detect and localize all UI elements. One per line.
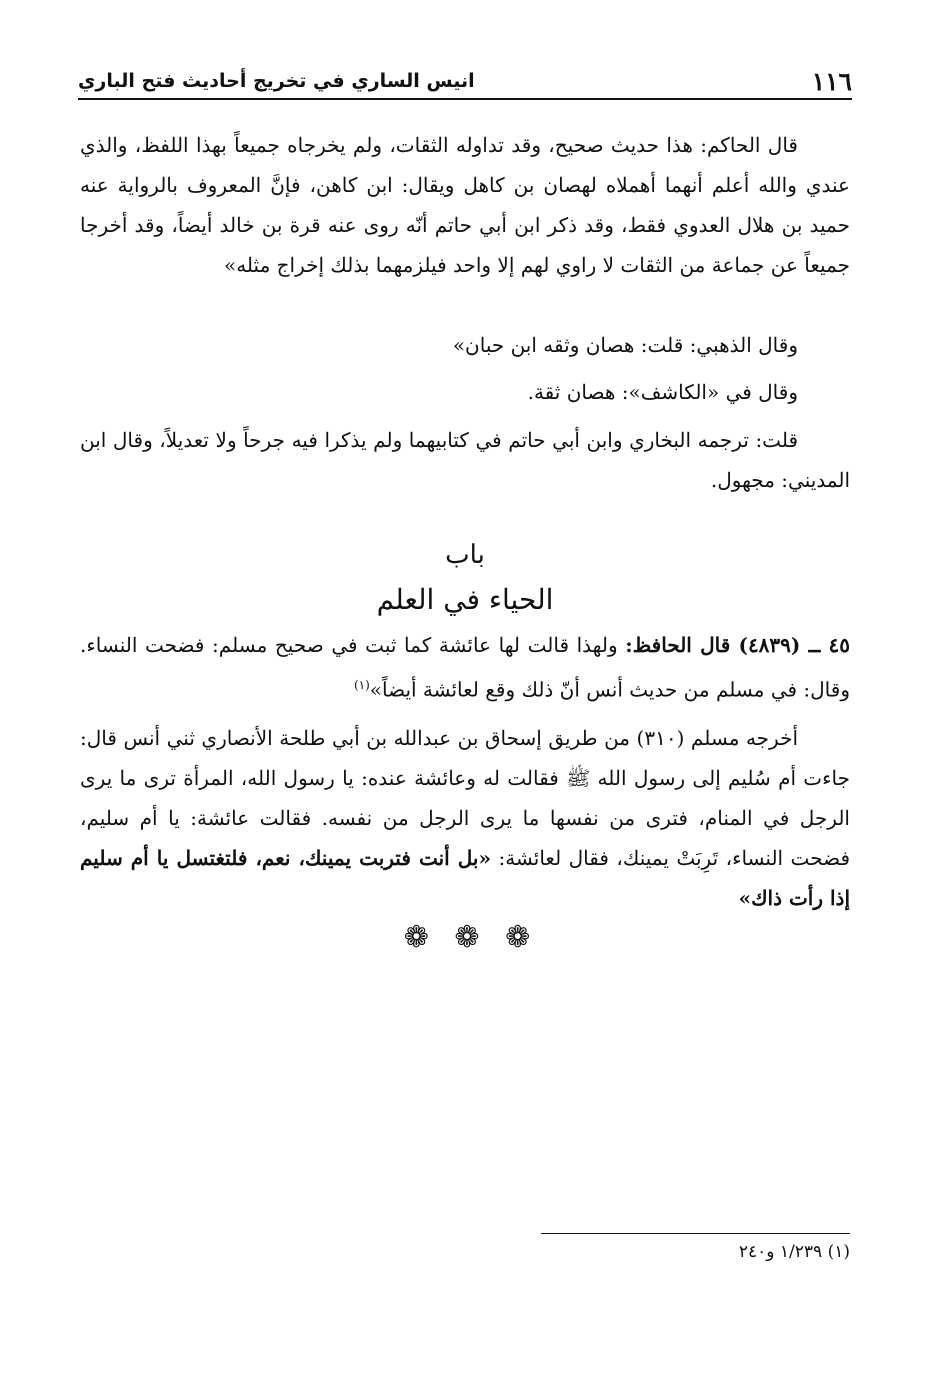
paragraph-kashif: وقال في «الكاشف»: هصان ثقة. [527,380,798,404]
page-number: ١١٦ [811,66,852,96]
paragraph-qultu: قلت: ترجمه البخاري وابن أبي حاتم في كتابيهما ولم يذكرا فيه جرحاً ولا تعديلاً، وقال ابن المديني: مجهول. [80,428,850,492]
section-label: باب [445,540,485,570]
section-end-ornament: ❁ ❁ ❁ [403,920,539,955]
section-title: الحياء في العلم [376,583,554,616]
hadith-block [80,625,850,710]
hadith-number: ٤٥ ــ (٤٨٣٩) قال الحافظ: [625,633,851,657]
paragraph-takhrij [80,718,850,918]
takhrij-block [80,718,850,918]
hakim-paragraph-block [80,125,850,285]
takhrij-bold-quote: «بل أنت فتربت يمينك، نعم، فلتغتسل يا أم سليم إذا رأت ذاك» [80,846,850,910]
footnote-divider [541,1233,850,1234]
kashif-block [80,372,850,412]
paragraph-dhahabi: وقال الذهبي: قلت: هصان وثقه ابن حبان» [452,333,798,357]
dhahabi-block [80,325,850,365]
running-title: انيس الساري في تخريج أحاديث فتح الباري [78,70,475,92]
page-header [78,66,852,100]
takhrij-text: أخرجه مسلم (٣١٠) من طريق إسحاق بن عبدالله بن أبي طلحة الأنصاري ثني أنس قال: جاءت أم سُليم إلى رسول الله ﷺ فقالت له وعائشة عنده: يا رسول الله، المرأة ترى ما يرى الرجل في المنام، فترى من نفسها ما يرى الرجل من نفسه. فقالت عائشة: يا أم سليم، فضحت النساء، تَرِبَتْ يمينك، فقال لعائشة: [80,726,851,870]
qultu-block [80,420,850,500]
paragraph-hakim: قال الحاكم: هذا حديث صحيح، وقد تداوله الثقات، ولم يخرجاه جميعاً بهذا اللفظ، والذي عندي والله أعلم أنهما أهملاه لهصان بن كاهل ويقال: ابن كاهن، فإنَّ المعروف بالرواية عنه حميد بن هلال العدوي فقط، وقد ذكر ابن أبي حاتم أنّه روى عنه قرة بن خالد أيضاً، وقد أخرجا جميعاً عن جماعة من الثقات لا راوي لهم إلا واحد فيلزمهما بذلك إخراج مثله» [80,133,850,277]
footnote-ref: (١) [353,678,370,692]
hadith-text: ولهذا قالت لها عائشة كما ثبت في صحيح مسلم: فضحت النساء. وقال: في مسلم من حديث أنس أنّ ذلك وقع لعائشة أيضاً» [80,633,850,702]
footnote: (١) ١/٢٣٩ و٢٤٠ [738,1242,850,1262]
